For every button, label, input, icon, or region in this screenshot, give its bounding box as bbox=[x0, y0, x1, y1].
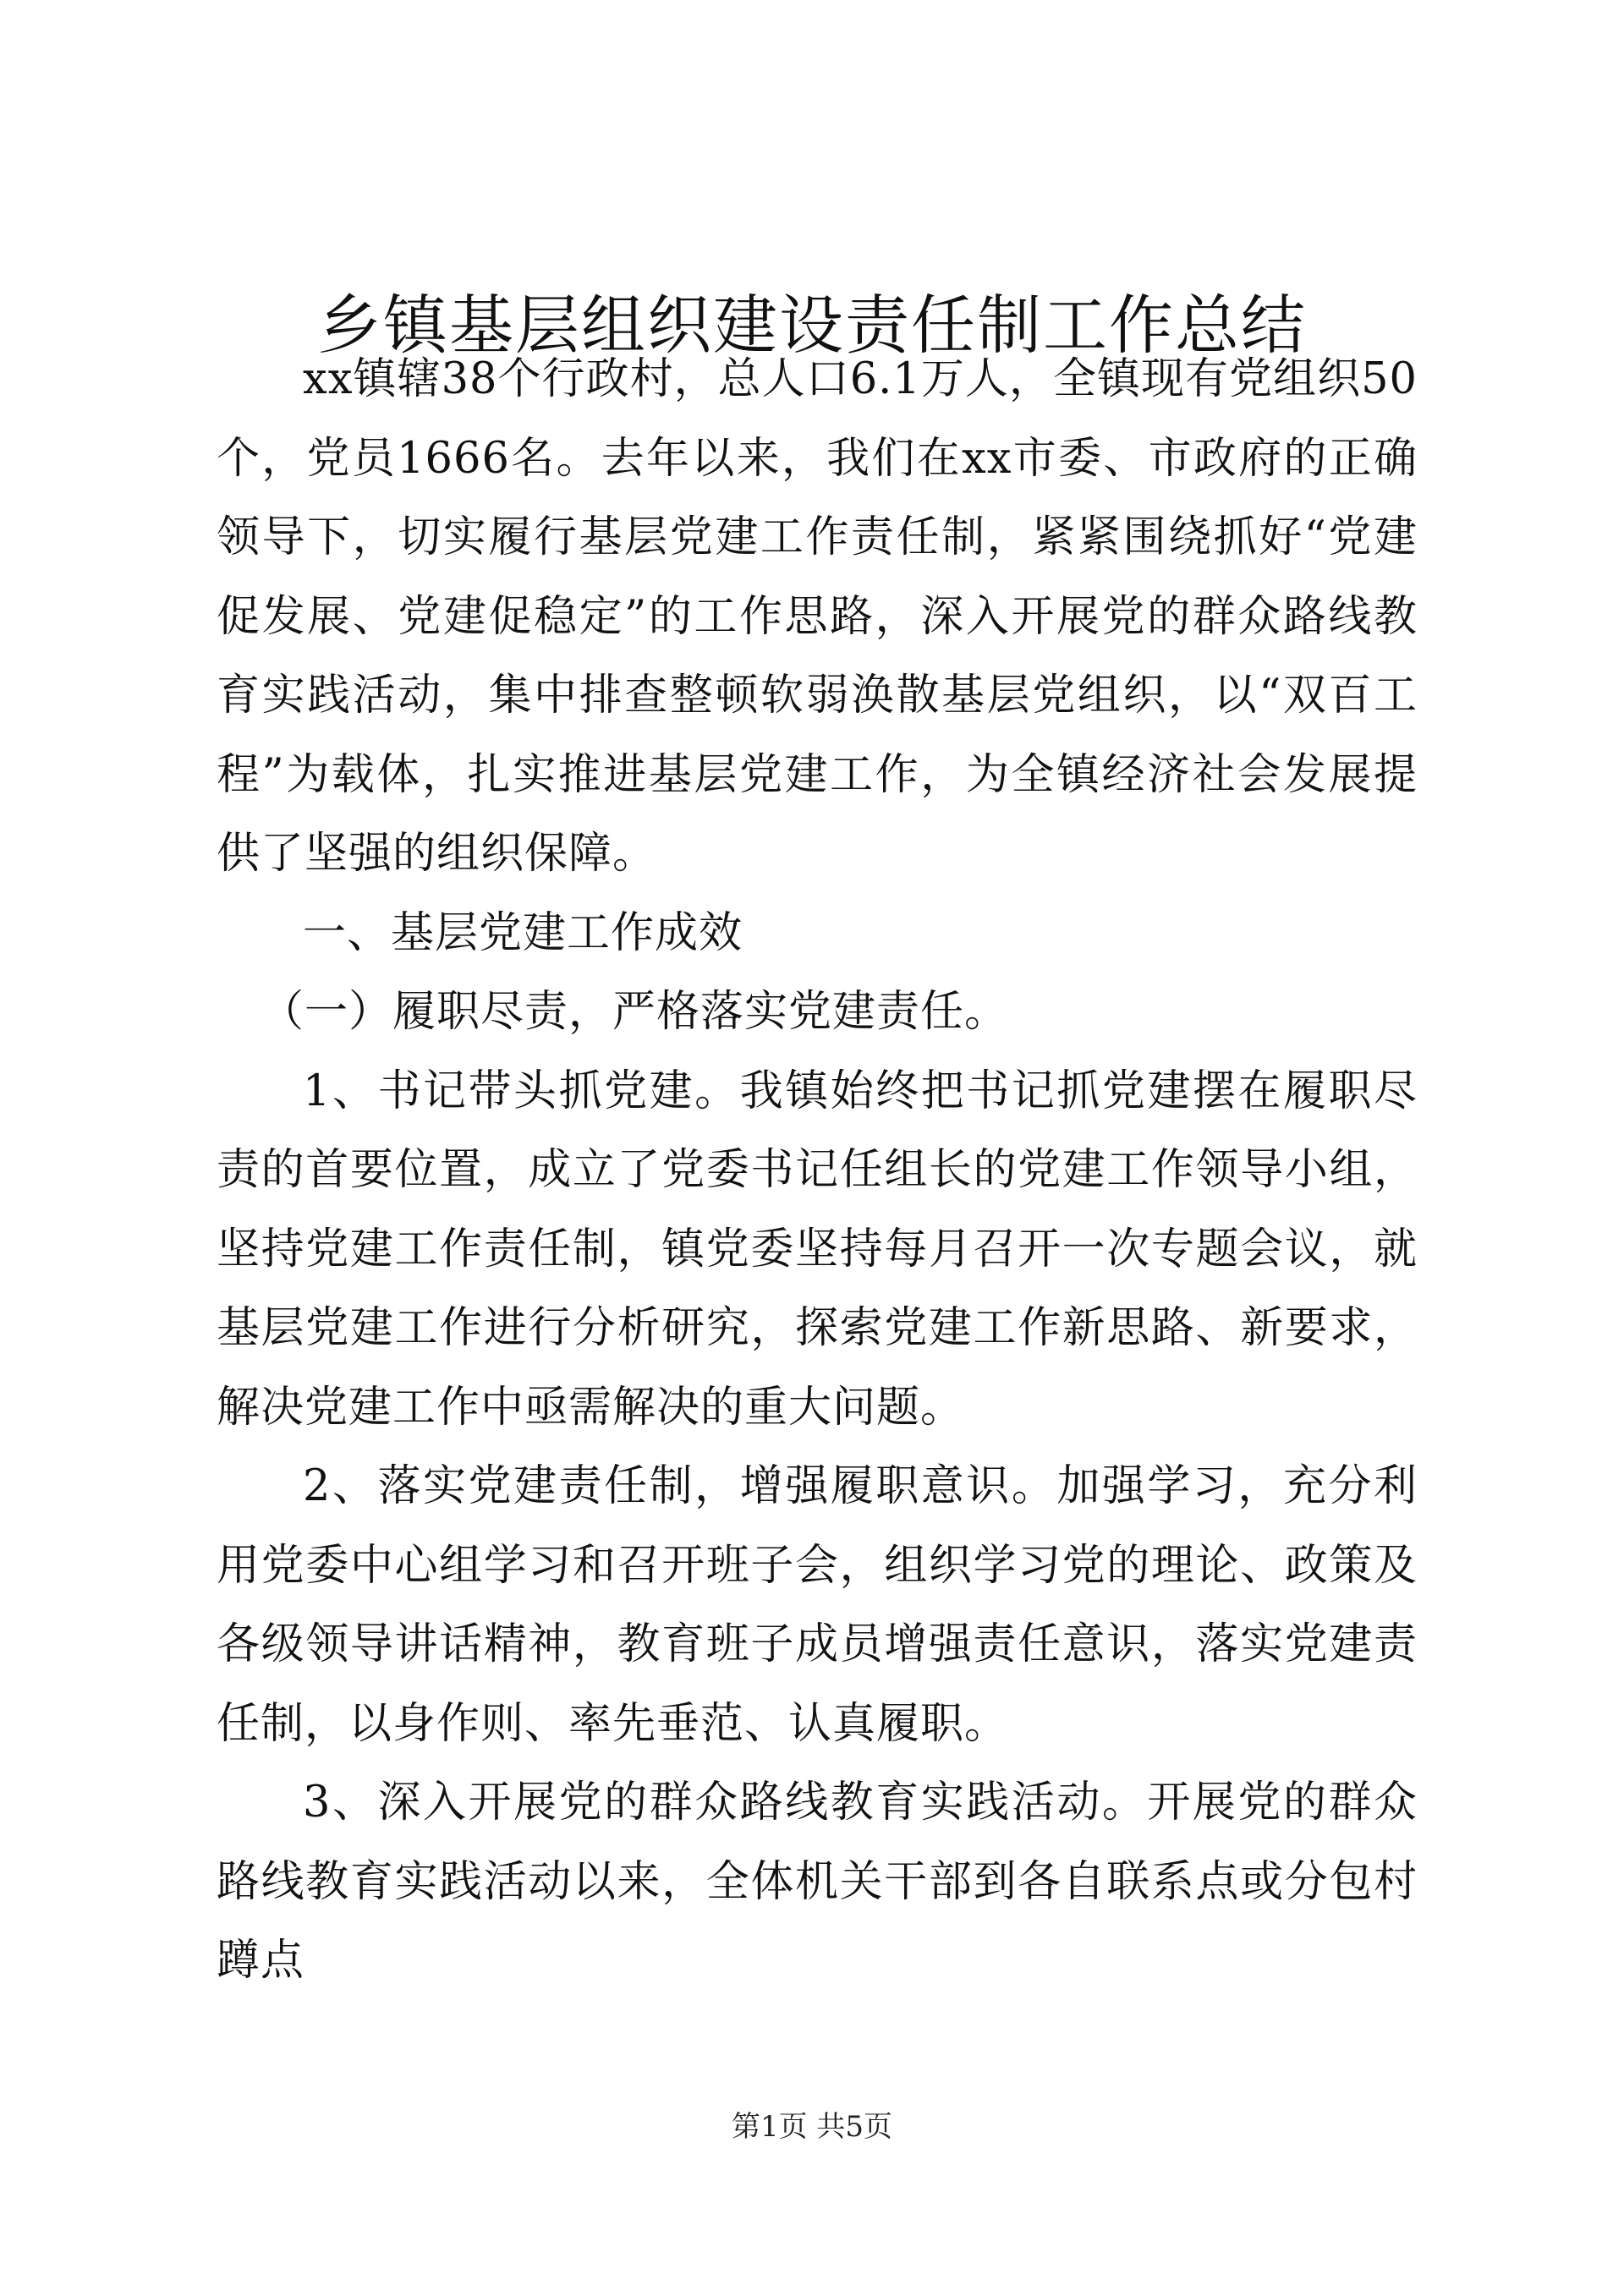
document-title: 乡镇基层组织建设责任制工作总结 bbox=[317, 288, 1307, 363]
section-heading: 一、基层党建工作成效 bbox=[303, 907, 743, 958]
subsection-heading: （一）履职尽责，严格落实党建责任。 bbox=[261, 987, 1009, 1037]
body-paragraph: 3、深入开展党的群众路线教育实践活动。开展党的群众路线教育实践活动以来，全体机关干部到各自联系点或分包村蹲点 bbox=[217, 1778, 1418, 1986]
body-paragraph: 1、书记带头抓党建。我镇始终把书记抓党建摆在履职尽责的首要位置，成立了党委书记任组长的党建工作领导小组，坚持党建工作责任制，镇党委坚持每月召开一次专题会议，就基层党建工作进行分析研究，探索党建工作新思路、新要求，解决党建工作中亟需解决的重大问题。 bbox=[217, 1066, 1418, 1433]
document-body bbox=[217, 340, 1418, 2001]
intro-paragraph: xx镇辖38个行政村，总人口6.1万人，全镇现有党组织50个，党员1666名。去年以来，我们在xx市委、市政府的正确领导下，切实履行基层党建工作责任制，紧紧围绕抓好“党建促发展、党建促稳定”的工作思路，深入开展党的群众路线教育实践活动，集中排查整顿软弱涣散基层党组织，以“双百工程”为载体，扎实推进基层党建工作，为全镇经济社会发展提供了坚强的组织保障。 bbox=[217, 354, 1418, 879]
body-paragraph: 2、落实党建责任制，增强履职意识。加强学习，充分利用党委中心组学习和召开班子会，组织学习党的理论、政策及各级领导讲话精神，教育班子成员增强责任意识，落实党建责任制，以身作则、率先垂范、认真履职。 bbox=[217, 1461, 1418, 1749]
page-number-footer: 第1页 共5页 bbox=[731, 2110, 893, 2144]
